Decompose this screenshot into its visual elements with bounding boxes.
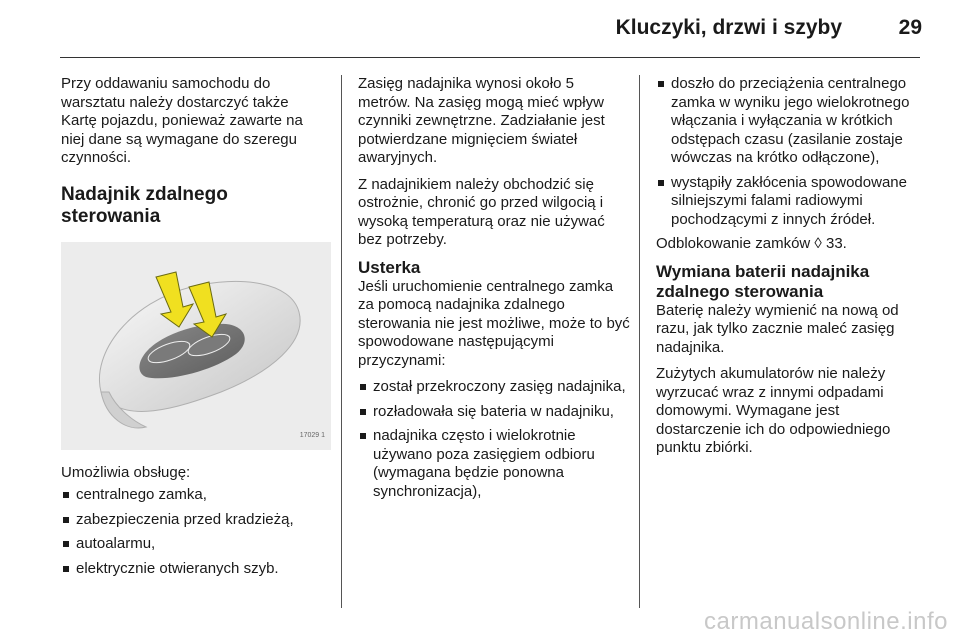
battery-heading: Wymiana baterii nadajnika zdalnego sterowania	[656, 261, 870, 301]
list-item: centralnego zamka,	[61, 486, 326, 505]
remote-key-figure	[61, 242, 331, 450]
intro-paragraph: Przy oddawaniu samochodu do warsztatu należy dostarczyć także Kartę pojazdu, ponieważ zawarte na niej dane są wymagane do szeregu czynności.	[61, 75, 303, 166]
list-item: elektrycznie otwieranych szyb.	[61, 560, 326, 579]
enables-label: Umożliwia obsługę:	[61, 463, 191, 481]
list-item: rozładowała się bateria w nadajniku,	[358, 403, 630, 422]
column-divider-1	[341, 75, 342, 608]
range-paragraph: Zasięg nadajnika wynosi około 5 metrów. Na zasięg mogą mieć wpływ czynniki zewnętrzne. Zadziałanie jest potwierdzane mignięciem świateł awaryjnych.	[358, 75, 605, 166]
header-divider	[60, 57, 920, 58]
page-number: 29	[898, 16, 922, 39]
column-3	[656, 75, 924, 466]
section-heading-remote: Nadajnik zdalnego sterowania	[61, 183, 228, 227]
unlock-reference: Odblokowanie zamków ◊ 33.	[656, 235, 847, 252]
list-item: został przekroczony zasięg nadajnika,	[358, 378, 630, 397]
figure-reference: 17029 1	[299, 432, 325, 439]
enables-list	[61, 486, 326, 578]
remote-key-illustration	[61, 242, 331, 450]
column-1	[61, 75, 326, 584]
disposal-paragraph: Zużytych akumulatorów nie należy wyrzucać wraz z innymi odpadami domowymi. Wymagane jest dostarczenie ich do odpowiedniego punktu zbiórki.	[656, 365, 891, 456]
fault-intro: Jeśli uruchomienie centralnego zamka za pomocą nadajnika zdalnego sterowania nie jest możliwe, może to być spowodowane następującymi przyczynami:	[358, 277, 630, 369]
fault-list-continued	[656, 75, 924, 229]
fault-list	[358, 378, 630, 501]
page-title: Kluczyki, drzwi i szyby	[615, 16, 842, 39]
battery-paragraph: Baterię należy wymienić na nową od razu, jak tylko zacznie maleć zasięg nadajnika.	[656, 301, 899, 356]
list-item: wystąpiły zakłócenia spowodowane silniejszymi falami radiowymi pochodzącymi z innych źródeł.	[656, 174, 924, 230]
page-header	[0, 0, 960, 48]
list-item: autoalarmu,	[61, 535, 326, 554]
column-2	[358, 75, 630, 507]
list-item: nadajnika często i wielokrotnie używano poza zasięgiem odbioru (wymagana będzie ponowna synchronizacja),	[358, 427, 630, 501]
column-divider-2	[639, 75, 640, 608]
care-paragraph: Z nadajnikiem należy obchodzić się ostrożnie, chronić go przed wilgocią i wysoką temperaturą oraz nie używać bez potrzeby.	[358, 175, 605, 248]
fault-heading: Usterka	[358, 257, 421, 277]
list-item: zabezpieczenia przed kradzieżą,	[61, 511, 326, 530]
list-item: doszło do przeciążenia centralnego zamka w wyniku jego wielokrotnego włączania i wyłączania w krótkich odstępach czasu (zasilanie zostaje wówczas na krótko odłączone),	[656, 75, 924, 168]
watermark: carmanualsonline.info	[704, 608, 948, 635]
